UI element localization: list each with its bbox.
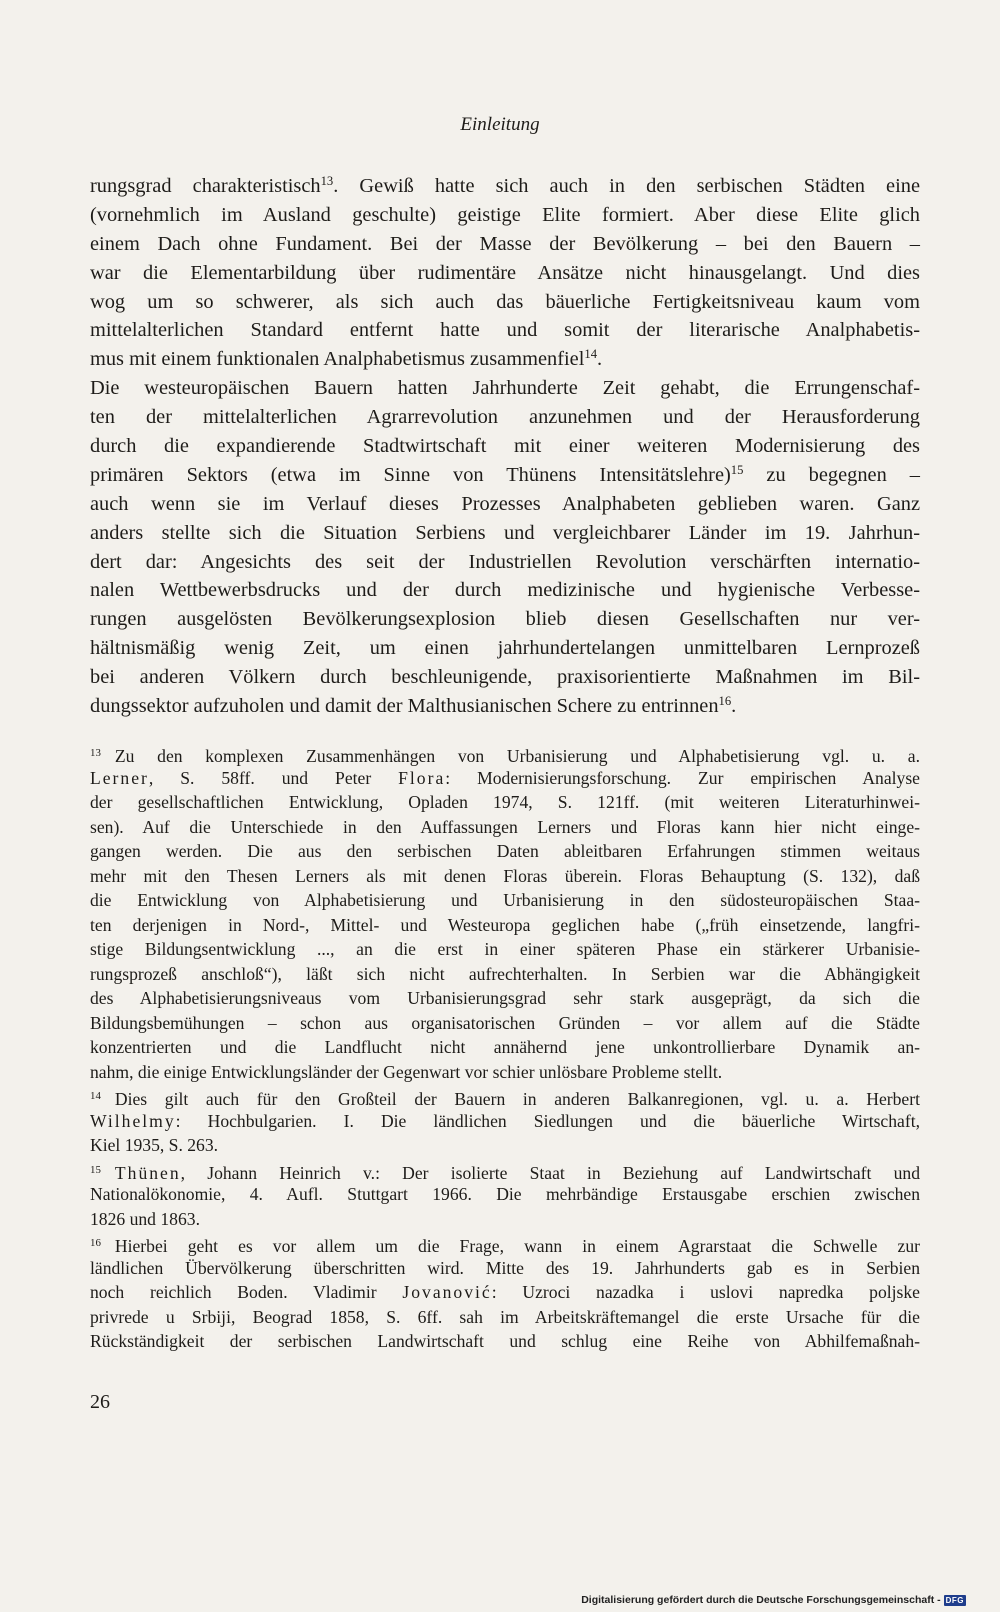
body-line — [90, 288, 920, 317]
text-run: rungen ausgelösten Bevölkerungsexplosion blieb diesen Gesellschaften nur ver- — [90, 608, 920, 631]
text-run: 1826 und 1863. — [90, 1208, 200, 1229]
text-run: , Johann Heinrich v.: Der isolierte Staat in Beziehung auf Landwirtschaft und — [180, 1162, 920, 1183]
text-run: die Entwicklung von Alphabetisierung und Urbanisierung in den südosteuropäischen Staa- — [90, 890, 920, 910]
running-head: Einleitung — [460, 114, 540, 135]
footnote-line — [90, 1109, 920, 1134]
body-text — [90, 172, 920, 721]
text-run: einem Dach ohne Fundament. Bei der Masse der Bevölkerung – bei den Bauern – — [90, 232, 920, 255]
text-run: mehr mit den Thesen Lerners als mit denen Floras überein. Floras Behauptung (S. 132), daß — [90, 865, 920, 886]
footnote-ref: 15 — [730, 462, 744, 477]
text-run: mus mit einem funktionalen Analphabetismus zusammenfiel — [90, 348, 585, 371]
text-run: war die Elementarbildung über rudimentäre Ansätze nicht hinausgelangt. Und dies — [90, 261, 920, 284]
author-name: Thünen — [114, 1162, 181, 1183]
text-run: Die westeuropäischen Bauern hatten Jahrhunderte Zeit gehabt, die Errungenschaf- — [90, 377, 920, 400]
footnote-line — [90, 962, 920, 987]
footnote-line — [90, 1280, 920, 1305]
text-run: wog um so schwerer, als sich auch das bäuerliche Fertigkeitsniveau kaum vom — [90, 290, 920, 313]
text-run: Rückständigkeit der serbischen Landwirtschaft und schlug eine Reihe von Abhilfemaßnah- — [90, 1331, 920, 1351]
text-run: konzentrierten und die Landflucht nicht annähernd jene unkontrollierbare Dynamik an- — [90, 1037, 920, 1057]
text-run: Dies gilt auch für den Großteil der Bauern in anderen Balkanregionen, vgl. u. a. Herbert — [114, 1089, 920, 1109]
body-line — [90, 259, 920, 288]
body-line — [90, 605, 920, 634]
body-line — [90, 519, 920, 548]
footnote-ref: 16 — [718, 694, 732, 709]
footnote-start-line — [90, 1158, 920, 1183]
text-run: anders stellte sich die Situation Serbiens und vergleichbarer Länder im 19. Jahrhun- — [90, 521, 920, 544]
text-run: rungsgrad charakteristisch — [90, 175, 321, 197]
body-line — [90, 345, 920, 374]
dfg-logo-icon: DFG — [945, 1595, 964, 1605]
author-name: Flora — [398, 767, 446, 788]
footnote-line — [90, 766, 920, 791]
text-run: ten derjenigen in Nord-, Mittel- und Westeuropa geglichen habe („früh einsetzende, langfri- — [90, 914, 920, 935]
footnote-ref: 13 — [320, 174, 334, 189]
text-run: : Modernisierungsforschung. Zur empirischen Analyse — [445, 767, 920, 788]
footnote-line — [90, 937, 920, 962]
text-run: nahm, die einige Entwicklungsländer der Gegenwart vor schier unlösbare Probleme stellt. — [90, 1061, 723, 1082]
footnote-ref: 14 — [584, 347, 597, 362]
footnotes — [90, 741, 920, 1354]
footnote-line — [90, 864, 920, 889]
text-run: auch wenn sie im Verlauf dieses Prozesses Analphabeten geblieben waren. Ganz — [90, 492, 920, 515]
text-run: : Uzroci nazadka i uslovi napredka poljske — [491, 1282, 920, 1302]
footnote-line — [90, 1256, 920, 1281]
body-line — [90, 172, 920, 201]
text-run: . Gewiß hatte sich auch in den serbischen Städten eine — [333, 175, 920, 197]
footnote-line — [90, 1207, 920, 1232]
body-line — [90, 634, 920, 663]
text-run: stige Bildungsentwicklung ..., an die erst in einer späteren Phase ein stärkerer Urbanisie- — [90, 939, 920, 959]
footnote-line — [90, 888, 920, 913]
body-line — [90, 432, 920, 461]
text-run: des Alphabetisierungsniveaus vom Urbanisierungsgrad sehr stark ausgeprägt, da sich die — [90, 988, 920, 1008]
text-run: primären Sektors (etwa im Sinne von Thünens Intensitätslehre) — [90, 463, 731, 486]
text-run: Nationalökonomie, 4. Aufl. Stuttgart 1966. Die mehrbändige Erstausgabe erschien zwischen — [90, 1184, 920, 1204]
text-run: Kiel 1935, S. 263. — [90, 1135, 219, 1155]
text-run: gangen werden. Die aus den serbischen Daten ableitbaren Erfahrungen stimmen weitaus — [90, 841, 920, 861]
body-line — [90, 663, 920, 692]
text-run: nalen Wettbewerbsdrucks und der durch medizinische und hygienische Verbesse- — [90, 579, 920, 602]
footnote-start-line — [90, 1231, 920, 1256]
text-run: (vornehmlich im Ausland geschulte) geistige Elite formiert. Aber diese Elite glich — [90, 203, 920, 226]
text-run: dert dar: Angesichts des seit der Industriellen Revolution verschärften internatio- — [90, 550, 920, 573]
body-line — [90, 201, 920, 230]
footnote-line — [90, 1182, 920, 1207]
body-line — [90, 490, 920, 519]
body-line — [90, 576, 920, 605]
text-run: Zu den komplexen Zusammenhängen von Urbanisierung und Alphabetisierung vgl. u. a. — [114, 746, 920, 766]
author-name: Wilhelmy — [90, 1110, 176, 1131]
body-line — [90, 692, 920, 721]
text-run: bei anderen Völkern durch beschleunigende, praxisorientierte Maßnahmen im Bil- — [90, 666, 920, 689]
footnote-number: 16 — [90, 1237, 101, 1249]
credit-text: Digitalisierung gefördert durch die Deutsche Forschungsgemeinschaft - — [581, 1594, 941, 1606]
text-run: der gesellschaftlichen Entwicklung, Opladen 1974, S. 121ff. (mit weiteren Literaturhinwei- — [90, 792, 920, 812]
text-run: zu begegnen – — [743, 463, 920, 486]
text-run: , S. 58ff. und Peter — [148, 767, 399, 788]
footnote-line — [90, 913, 920, 938]
body-line — [90, 548, 920, 577]
text-run: Bildungsbemühungen – schon aus organisatorischen Gründen – vor allem auf die Städte — [90, 1012, 920, 1033]
digitization-credit — [581, 1594, 966, 1606]
author-name: Lerner — [90, 767, 149, 788]
text-run: hältnismäßig wenig Zeit, um einen jahrhundertelangen unmittelbaren Lernprozeß — [90, 637, 920, 660]
body-line — [90, 316, 920, 345]
text-run: . — [597, 348, 603, 371]
text-run: : Hochbulgarien. I. Die ländlichen Siedlungen und die bäuerliche Wirtschaft, — [175, 1110, 920, 1131]
footnote-line — [90, 1011, 920, 1036]
text-run: Hierbei geht es vor allem um die Frage, wann in einem Agrarstaat die Schwelle zur — [114, 1236, 920, 1256]
footnote-number: 14 — [90, 1090, 101, 1102]
author-name: Jovanović — [402, 1282, 492, 1302]
text-run: mittelalterlichen Standard entfernt hatte und somit der literarische Analphabetis- — [90, 319, 920, 342]
text-run: ten der mittelalterlichen Agrarrevolution anzunehmen und der Herausforderung — [90, 406, 920, 429]
footnote-start-line — [90, 1084, 920, 1109]
footnote-start-line — [90, 741, 920, 766]
page-number: 26 — [90, 1391, 110, 1413]
footnote-line — [90, 790, 920, 815]
footnote-line — [90, 1035, 920, 1060]
footnote-number: 15 — [90, 1163, 101, 1176]
footnote-line — [90, 1329, 920, 1354]
body-line — [90, 403, 920, 432]
footnote-line — [90, 1060, 920, 1085]
footnote-line — [90, 986, 920, 1011]
footnote-line — [90, 839, 920, 864]
text-run: ländlichen Übervölkerung überschritten wird. Mitte des 19. Jahrhunderts gab es in Serbien — [90, 1257, 920, 1278]
footnote-number: 13 — [90, 747, 101, 759]
footnote-line — [90, 815, 920, 840]
body-line — [90, 461, 920, 490]
text-run: . — [731, 695, 737, 718]
footnote-line — [90, 1305, 920, 1330]
text-run: privrede u Srbiji, Beograd 1858, S. 6ff. sah im Arbeitskräftemangel die erste Ursache für die — [90, 1306, 920, 1327]
text-run: durch die expandierende Stadtwirtschaft mit einer weiteren Modernisierung des — [90, 435, 920, 458]
footnote-line — [90, 1133, 920, 1158]
text-run: sen). Auf die Unterschiede in den Auffassungen Lerners und Floras kann hier nicht einge- — [90, 816, 920, 837]
text-run: dungssektor aufzuholen und damit der Malthusianischen Schere zu entrinnen — [90, 695, 719, 718]
text-run: noch reichlich Boden. Vladimir — [90, 1282, 403, 1302]
body-line — [90, 374, 920, 403]
body-line — [90, 230, 920, 259]
text-run: rungsprozeß anschloß“), läßt sich nicht aufrechterhalten. In Serbien war die Abhängigkeit — [90, 963, 920, 984]
